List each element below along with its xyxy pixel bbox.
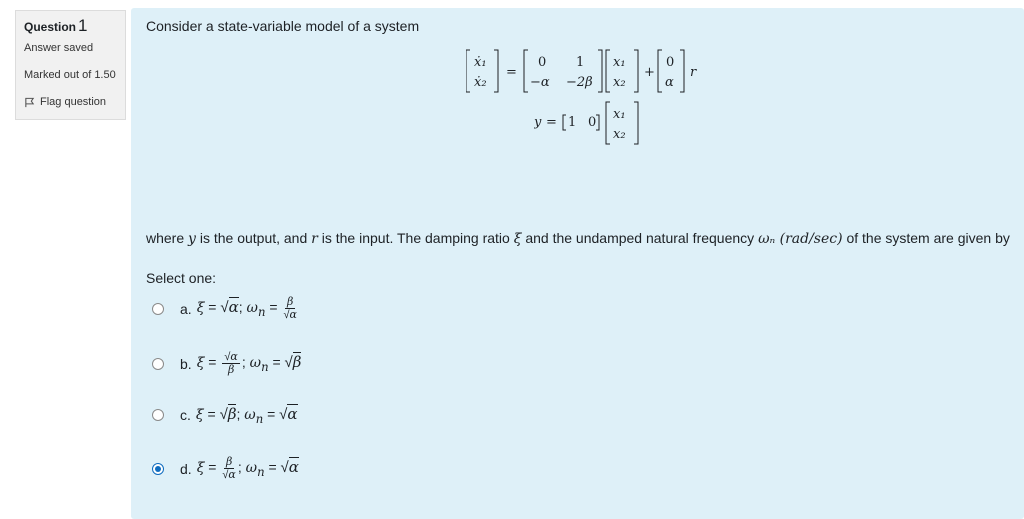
question-state: Answer saved [24,42,94,54]
option-c-radio[interactable] [152,409,164,421]
option-c-formula: ξ = √β; $\omega_n = √\alpha$ [195,405,298,426]
flag-label: Flag question [40,96,107,108]
question-prefix: Question [24,20,77,34]
option-d-radio[interactable] [152,463,164,475]
option-c-label: c. [180,407,191,424]
select-one-prompt: Select one: [146,270,217,286]
b2: α [665,75,674,90]
output-equation [534,98,694,148]
where-xi: ξ [513,231,522,247]
x2: x₂ [613,75,626,90]
question-number-value: 1 [78,16,88,35]
option-d[interactable] [152,456,299,481]
option-a-formula: ξ = √α; $\omega_n$ = $\frac{\beta}{√\alpha}$ [196,295,297,321]
a11: 0 [538,55,547,70]
flag-icon [24,97,35,108]
equals-sign-1: = [506,65,517,80]
option-c[interactable] [152,405,298,426]
question-intro: Consider a state-variable model of a system [146,18,420,34]
option-a[interactable] [152,296,299,321]
c1: 1 [568,115,577,130]
c2: 0 [588,115,597,130]
option-a-label: a. [180,300,192,317]
where-wn: ωₙ (rad/sec) [758,231,843,247]
x2-output: x₂ [613,127,626,142]
question-number [24,17,125,36]
output-y: y [534,115,542,130]
plus-sign: + [644,65,655,80]
question-content [131,8,1024,519]
question-info-panel [15,10,126,120]
equals-sign-2: = [546,115,557,130]
option-b[interactable] [152,351,301,376]
xdot1: ẋ₁ [474,55,487,70]
option-b-radio[interactable] [152,358,164,370]
xdot2: ẋ₂ [474,75,487,90]
x1: x₁ [613,55,626,70]
where-text-5: of the system are given by [842,230,1010,246]
state-equation [466,48,886,98]
where-text-4: and the undamped natural frequency [521,230,759,246]
where-text-2: is the output, and [195,230,312,246]
x1-output: x₁ [613,107,626,122]
option-d-label: d. [180,460,192,477]
option-b-label: b. [180,355,192,372]
where-text-3: is the input. The damping ratio [317,230,514,246]
where-text-1: where [146,230,189,246]
a12: 1 [576,55,585,70]
option-b-formula: ξ = $\frac{√\alpha}{\beta}$ ; $\omega_n = √\beta$ [196,350,302,376]
option-a-radio[interactable] [152,303,164,315]
a21: −α [530,75,550,90]
question-where-text [146,230,1016,247]
option-d-formula: ξ = $\frac{\beta}{√\alpha}$ ; $\omega_n = √\alpha$ [196,455,299,481]
input-r: r [690,65,697,80]
question-grade: Marked out of 1.50 [24,69,116,81]
where-r: r [311,231,318,247]
where-y: y [188,231,196,247]
b1: 0 [666,55,675,70]
a22: −2β [566,75,593,90]
flag-question-button[interactable] [24,96,125,108]
